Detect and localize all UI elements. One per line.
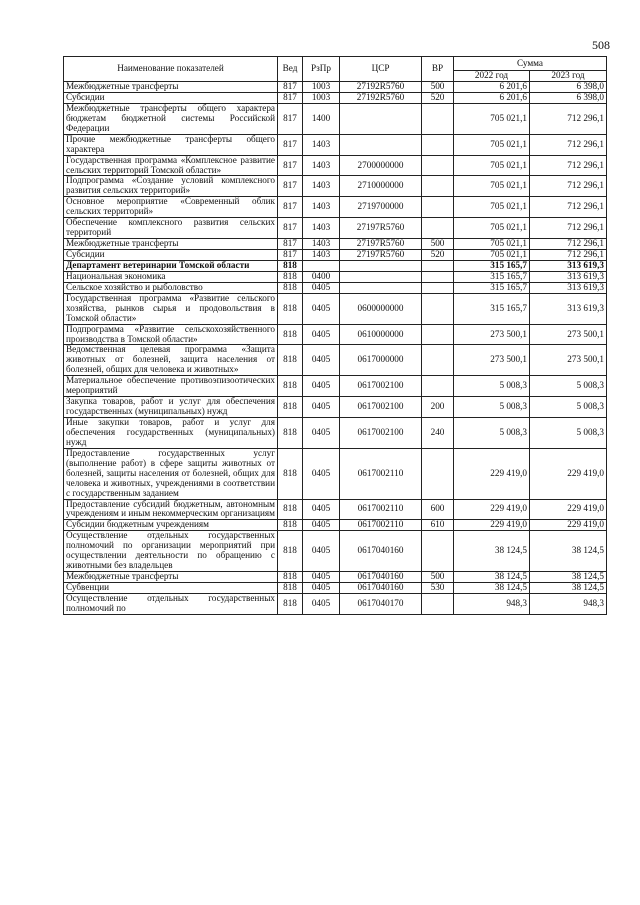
row-amount-2023-cell: 229 419,0 xyxy=(530,448,607,499)
row-name-cell: Субсидии xyxy=(64,250,278,261)
row-vr-cell: 610 xyxy=(422,520,454,531)
row-vr-cell xyxy=(422,282,454,293)
row-amount-2023-cell: 313 619,3 xyxy=(530,293,607,324)
table-header-row xyxy=(64,57,607,71)
row-name-cell: Подпрограмма «Создание условий комплексного развития сельских территорий» xyxy=(64,176,278,197)
row-amount-2022-cell: 6 201,6 xyxy=(454,82,530,93)
row-name-cell: Ведомственная целевая программа «Защита животных от болезней, защита населения от болезней, общих для человека и животных» xyxy=(64,345,278,376)
row-ved-cell: 817 xyxy=(278,82,303,93)
row-name-cell: Осуществление отдельных государственных полномочий по xyxy=(64,593,278,614)
row-name-cell: Осуществление отдельных государственных полномочий по организации мероприятий при осуществлении деятельности по обращению с животными без владельцев xyxy=(64,531,278,572)
row-name-cell: Закупка товаров, работ и услуг для обеспечения государственных (муниципальных) нужд xyxy=(64,397,278,418)
row-amount-2023-cell: 273 500,1 xyxy=(530,345,607,376)
row-vr-cell xyxy=(422,176,454,197)
table-row xyxy=(64,572,607,583)
row-rzpr-cell: 0405 xyxy=(303,345,340,376)
row-amount-2022-cell: 229 419,0 xyxy=(454,520,530,531)
row-rzpr-cell: 0405 xyxy=(303,520,340,531)
row-amount-2022-cell: 229 419,0 xyxy=(454,448,530,499)
row-csr-cell xyxy=(340,103,422,134)
row-vr-cell xyxy=(422,531,454,572)
row-amount-2022-cell: 705 021,1 xyxy=(454,155,530,176)
row-amount-2022-cell: 705 021,1 xyxy=(454,250,530,261)
row-rzpr-cell: 0405 xyxy=(303,531,340,572)
row-ved-cell: 818 xyxy=(278,583,303,594)
table-row xyxy=(64,271,607,282)
row-ved-cell: 817 xyxy=(278,176,303,197)
table-row xyxy=(64,134,607,155)
row-vr-cell: 500 xyxy=(422,239,454,250)
table-row xyxy=(64,176,607,197)
row-amount-2023-cell: 6 398,0 xyxy=(530,82,607,93)
table-row xyxy=(64,197,607,218)
row-vr-cell: 240 xyxy=(422,418,454,449)
row-csr-cell: 27197R5760 xyxy=(340,218,422,239)
row-name-cell: Межбюджетные трансферты xyxy=(64,572,278,583)
row-ved-cell: 818 xyxy=(278,397,303,418)
row-ved-cell: 818 xyxy=(278,324,303,345)
row-amount-2023-cell: 38 124,5 xyxy=(530,572,607,583)
header-sum: Сумма xyxy=(454,57,607,71)
row-rzpr-cell: 0405 xyxy=(303,583,340,594)
row-amount-2023-cell: 6 398,0 xyxy=(530,92,607,103)
row-amount-2023-cell: 313 619,3 xyxy=(530,260,607,271)
row-amount-2023-cell: 712 296,1 xyxy=(530,239,607,250)
header-vr: ВР xyxy=(422,57,454,82)
row-vr-cell xyxy=(422,155,454,176)
row-amount-2023-cell: 38 124,5 xyxy=(530,531,607,572)
row-rzpr-cell: 1403 xyxy=(303,197,340,218)
row-ved-cell: 817 xyxy=(278,92,303,103)
row-amount-2023-cell: 948,3 xyxy=(530,593,607,614)
row-ved-cell: 818 xyxy=(278,520,303,531)
row-csr-cell: 27192R5760 xyxy=(340,82,422,93)
row-rzpr-cell: 1003 xyxy=(303,82,340,93)
row-name-cell: Предоставление государственных услуг (выполнение работ) в сфере защиты животных от болезней, защиты населения от болезней, общих для человека и животных, учреждениями в соответствии с государственным заданием xyxy=(64,448,278,499)
row-amount-2023-cell: 712 296,1 xyxy=(530,218,607,239)
row-rzpr-cell: 0405 xyxy=(303,282,340,293)
row-name-cell: Субсидии бюджетным учреждениям xyxy=(64,520,278,531)
row-rzpr-cell xyxy=(303,260,340,271)
row-amount-2022-cell: 315 165,7 xyxy=(454,282,530,293)
row-rzpr-cell: 1400 xyxy=(303,103,340,134)
row-name-cell: Прочие межбюджетные трансферты общего характера xyxy=(64,134,278,155)
row-vr-cell: 530 xyxy=(422,583,454,594)
row-name-cell: Основное мероприятие «Современный облик сельских территорий» xyxy=(64,197,278,218)
table-row xyxy=(64,82,607,93)
header-csr: ЦСР xyxy=(340,57,422,82)
row-csr-cell: 0610000000 xyxy=(340,324,422,345)
row-rzpr-cell: 0405 xyxy=(303,418,340,449)
row-ved-cell: 818 xyxy=(278,448,303,499)
row-csr-cell: 2700000000 xyxy=(340,155,422,176)
row-rzpr-cell: 1403 xyxy=(303,250,340,261)
table-row xyxy=(64,520,607,531)
table-row xyxy=(64,397,607,418)
row-name-cell: Национальная экономика xyxy=(64,271,278,282)
row-ved-cell: 817 xyxy=(278,134,303,155)
row-amount-2023-cell: 229 419,0 xyxy=(530,499,607,520)
table-row xyxy=(64,583,607,594)
row-csr-cell: 0617002110 xyxy=(340,520,422,531)
row-amount-2022-cell: 315 165,7 xyxy=(454,293,530,324)
row-csr-cell: 2719700000 xyxy=(340,197,422,218)
row-csr-cell: 0600000000 xyxy=(340,293,422,324)
row-amount-2022-cell: 705 021,1 xyxy=(454,218,530,239)
row-amount-2023-cell: 712 296,1 xyxy=(530,250,607,261)
row-csr-cell: 0617002100 xyxy=(340,376,422,397)
row-amount-2022-cell: 705 021,1 xyxy=(454,134,530,155)
row-csr-cell: 0617002100 xyxy=(340,418,422,449)
row-name-cell: Иные закупки товаров, работ и услуг для обеспечения государственных (муниципальных) нужд xyxy=(64,418,278,449)
row-amount-2023-cell: 712 296,1 xyxy=(530,155,607,176)
row-vr-cell: 600 xyxy=(422,499,454,520)
row-csr-cell: 0617002110 xyxy=(340,499,422,520)
row-amount-2022-cell: 6 201,6 xyxy=(454,92,530,103)
row-name-cell: Субвенции xyxy=(64,583,278,594)
row-amount-2022-cell: 705 021,1 xyxy=(454,103,530,134)
row-vr-cell xyxy=(422,345,454,376)
row-csr-cell xyxy=(340,260,422,271)
row-amount-2022-cell: 315 165,7 xyxy=(454,271,530,282)
row-ved-cell: 818 xyxy=(278,293,303,324)
row-ved-cell: 817 xyxy=(278,239,303,250)
row-rzpr-cell: 1003 xyxy=(303,92,340,103)
table-row xyxy=(64,324,607,345)
row-amount-2022-cell: 38 124,5 xyxy=(454,531,530,572)
row-ved-cell: 818 xyxy=(278,572,303,583)
row-vr-cell xyxy=(422,134,454,155)
row-csr-cell: 27197R5760 xyxy=(340,250,422,261)
row-rzpr-cell: 0405 xyxy=(303,572,340,583)
row-ved-cell: 817 xyxy=(278,197,303,218)
row-ved-cell: 818 xyxy=(278,376,303,397)
row-amount-2023-cell: 38 124,5 xyxy=(530,583,607,594)
row-ved-cell: 817 xyxy=(278,218,303,239)
row-vr-cell xyxy=(422,103,454,134)
row-name-cell: Обеспечение комплексного развития сельских территорий xyxy=(64,218,278,239)
row-vr-cell xyxy=(422,260,454,271)
row-ved-cell: 817 xyxy=(278,155,303,176)
row-vr-cell: 520 xyxy=(422,250,454,261)
table-row xyxy=(64,345,607,376)
row-rzpr-cell: 0400 xyxy=(303,271,340,282)
row-vr-cell xyxy=(422,324,454,345)
row-ved-cell: 818 xyxy=(278,260,303,271)
row-rzpr-cell: 0405 xyxy=(303,324,340,345)
row-name-cell: Подпрограмма «Развитие сельскохозяйственного производства в Томской области» xyxy=(64,324,278,345)
row-amount-2022-cell: 229 419,0 xyxy=(454,499,530,520)
header-ved: Вед xyxy=(278,57,303,82)
row-csr-cell: 0617040160 xyxy=(340,531,422,572)
row-vr-cell xyxy=(422,197,454,218)
row-amount-2023-cell: 712 296,1 xyxy=(530,103,607,134)
row-csr-cell: 27192R5760 xyxy=(340,92,422,103)
table-row xyxy=(64,448,607,499)
row-rzpr-cell: 0405 xyxy=(303,593,340,614)
row-rzpr-cell: 1403 xyxy=(303,239,340,250)
page-number: 508 xyxy=(592,38,610,52)
row-csr-cell: 0617040160 xyxy=(340,572,422,583)
row-amount-2022-cell: 273 500,1 xyxy=(454,345,530,376)
row-name-cell: Департамент ветеринарии Томской области xyxy=(64,260,278,271)
row-vr-cell xyxy=(422,593,454,614)
row-csr-cell: 27197R5760 xyxy=(340,239,422,250)
row-amount-2023-cell: 313 619,3 xyxy=(530,271,607,282)
row-rzpr-cell: 1403 xyxy=(303,176,340,197)
row-rzpr-cell: 0405 xyxy=(303,499,340,520)
table-row xyxy=(64,239,607,250)
row-csr-cell xyxy=(340,282,422,293)
row-vr-cell xyxy=(422,448,454,499)
table-row xyxy=(64,92,607,103)
table-row xyxy=(64,250,607,261)
table-row xyxy=(64,218,607,239)
row-name-cell: Сельское хозяйство и рыболовство xyxy=(64,282,278,293)
row-amount-2023-cell: 229 419,0 xyxy=(530,520,607,531)
header-year-2023: 2023 год xyxy=(530,71,607,82)
row-vr-cell xyxy=(422,218,454,239)
table-row xyxy=(64,418,607,449)
row-rzpr-cell: 1403 xyxy=(303,134,340,155)
table-row xyxy=(64,531,607,572)
row-name-cell: Межбюджетные трансферты xyxy=(64,82,278,93)
row-name-cell: Предоставление субсидий бюджетным, автономным учреждениям и иным некоммерческим организациям xyxy=(64,499,278,520)
row-amount-2023-cell: 313 619,3 xyxy=(530,282,607,293)
row-amount-2023-cell: 712 296,1 xyxy=(530,197,607,218)
row-name-cell: Государственная программа «Развитие сельского хозяйства, рынков сырья и продовольствия в Томской области» xyxy=(64,293,278,324)
row-ved-cell: 818 xyxy=(278,282,303,293)
header-name: Наименование показателей xyxy=(64,57,278,82)
row-amount-2023-cell: 712 296,1 xyxy=(530,134,607,155)
row-amount-2022-cell: 705 021,1 xyxy=(454,176,530,197)
row-name-cell: Субсидии xyxy=(64,92,278,103)
row-amount-2022-cell: 38 124,5 xyxy=(454,583,530,594)
row-amount-2022-cell: 5 008,3 xyxy=(454,418,530,449)
row-rzpr-cell: 1403 xyxy=(303,155,340,176)
header-rzpr: РзПр xyxy=(303,57,340,82)
row-amount-2022-cell: 5 008,3 xyxy=(454,376,530,397)
row-amount-2023-cell: 5 008,3 xyxy=(530,376,607,397)
row-ved-cell: 817 xyxy=(278,103,303,134)
row-amount-2023-cell: 712 296,1 xyxy=(530,176,607,197)
table-row xyxy=(64,282,607,293)
header-year-2022: 2022 год xyxy=(454,71,530,82)
row-csr-cell: 0617040170 xyxy=(340,593,422,614)
table-row xyxy=(64,499,607,520)
row-ved-cell: 818 xyxy=(278,345,303,376)
table-row xyxy=(64,260,607,271)
table-row xyxy=(64,293,607,324)
row-rzpr-cell: 0405 xyxy=(303,448,340,499)
row-vr-cell xyxy=(422,376,454,397)
row-amount-2023-cell: 5 008,3 xyxy=(530,418,607,449)
row-rzpr-cell: 0405 xyxy=(303,397,340,418)
row-ved-cell: 818 xyxy=(278,418,303,449)
row-amount-2023-cell: 273 500,1 xyxy=(530,324,607,345)
row-csr-cell xyxy=(340,271,422,282)
row-ved-cell: 818 xyxy=(278,271,303,282)
row-name-cell: Материальное обеспечение противоэпизоотических мероприятий xyxy=(64,376,278,397)
row-csr-cell: 0617000000 xyxy=(340,345,422,376)
row-amount-2022-cell: 705 021,1 xyxy=(454,197,530,218)
row-amount-2022-cell: 705 021,1 xyxy=(454,239,530,250)
table-row xyxy=(64,155,607,176)
row-amount-2022-cell: 273 500,1 xyxy=(454,324,530,345)
row-name-cell: Межбюджетные трансферты xyxy=(64,239,278,250)
row-rzpr-cell: 0405 xyxy=(303,376,340,397)
table-row xyxy=(64,103,607,134)
row-amount-2022-cell: 315 165,7 xyxy=(454,260,530,271)
row-name-cell: Государственная программа «Комплексное развитие сельских территорий Томской области» xyxy=(64,155,278,176)
row-ved-cell: 818 xyxy=(278,531,303,572)
row-csr-cell: 0617002110 xyxy=(340,448,422,499)
row-vr-cell: 200 xyxy=(422,397,454,418)
row-name-cell: Межбюджетные трансферты общего характера бюджетам бюджетной системы Российской Федерации xyxy=(64,103,278,134)
row-amount-2023-cell: 5 008,3 xyxy=(530,397,607,418)
row-amount-2022-cell: 948,3 xyxy=(454,593,530,614)
row-csr-cell: 0617002100 xyxy=(340,397,422,418)
row-amount-2022-cell: 5 008,3 xyxy=(454,397,530,418)
row-csr-cell: 2710000000 xyxy=(340,176,422,197)
budget-table xyxy=(63,56,607,615)
row-vr-cell: 500 xyxy=(422,82,454,93)
table-row xyxy=(64,593,607,614)
row-vr-cell xyxy=(422,293,454,324)
row-vr-cell: 520 xyxy=(422,92,454,103)
row-ved-cell: 817 xyxy=(278,250,303,261)
row-amount-2022-cell: 38 124,5 xyxy=(454,572,530,583)
row-ved-cell: 818 xyxy=(278,593,303,614)
row-ved-cell: 818 xyxy=(278,499,303,520)
row-csr-cell: 0617040160 xyxy=(340,583,422,594)
row-vr-cell: 500 xyxy=(422,572,454,583)
row-vr-cell xyxy=(422,271,454,282)
table-row xyxy=(64,376,607,397)
row-rzpr-cell: 1403 xyxy=(303,218,340,239)
row-csr-cell xyxy=(340,134,422,155)
row-rzpr-cell: 0405 xyxy=(303,293,340,324)
